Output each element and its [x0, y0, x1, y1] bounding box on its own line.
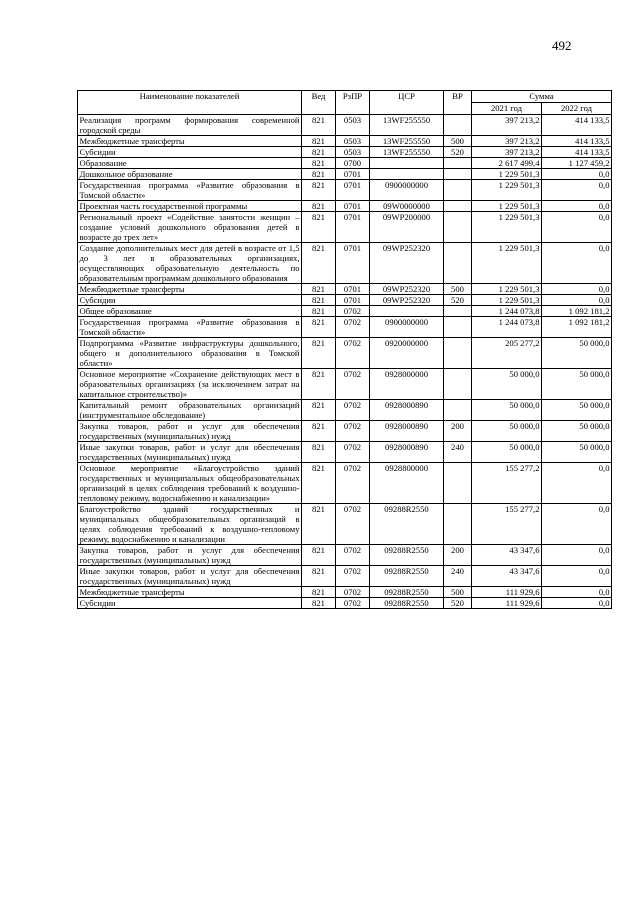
row-csr: 0920000000: [370, 338, 444, 369]
row-sum-2021: 50 000,0: [472, 369, 542, 400]
header-year-2022: 2022 год: [542, 103, 612, 115]
row-sum-2022: 0,0: [542, 587, 612, 598]
row-csr: 0928000890: [370, 442, 444, 463]
row-name: Проектная часть государственной программы: [78, 201, 302, 212]
row-sum-2022: 0,0: [542, 180, 612, 201]
row-ved: 821: [302, 169, 336, 180]
row-name: Региональный проект «Содействие занятости женщин – создание условий дошкольного образования детей в возрасте до трех лет»: [79, 212, 300, 242]
row-rzpr: 0701: [336, 180, 370, 201]
row-name: Закупка товаров, работ и услуг для обеспечения государственных (муниципальных) нужд: [79, 421, 300, 441]
row-name: Государственная программа «Развитие образования в Томской области»: [79, 180, 300, 200]
row-rzpr: 0701: [336, 169, 370, 180]
row-rzpr: 0701: [336, 295, 370, 306]
row-sum-2022: 414 133,5: [542, 115, 612, 136]
table-row: [78, 147, 612, 158]
row-vr: [444, 504, 472, 545]
row-rzpr: 0702: [336, 504, 370, 545]
table-row: [78, 545, 612, 566]
row-name: Закупка товаров, работ и услуг для обеспечения государственных (муниципальных) нужд: [79, 545, 300, 565]
row-ved: 821: [302, 545, 336, 566]
row-ved: 821: [302, 306, 336, 317]
row-rzpr: 0702: [336, 463, 370, 504]
row-sum-2021: 111 929,6: [472, 598, 542, 609]
row-rzpr: 0702: [336, 587, 370, 598]
row-sum-2022: 50 000,0: [542, 369, 612, 400]
row-rzpr: 0702: [336, 369, 370, 400]
row-vr: [444, 169, 472, 180]
row-ved: 821: [302, 317, 336, 338]
header-sum: Сумма: [472, 91, 612, 103]
row-sum-2021: 43 347,6: [472, 566, 542, 587]
row-rzpr: 0701: [336, 201, 370, 212]
row-vr: [444, 317, 472, 338]
row-vr: [444, 306, 472, 317]
row-name: Основное мероприятие «Сохранение действующих мест в образовательных организациях (за исключением затрат на капитальное строительство)»: [79, 369, 300, 399]
table-row: [78, 463, 612, 504]
row-rzpr: 0702: [336, 317, 370, 338]
row-name: Подпрограмма «Развитие инфраструктуры дошкольного, общего и дополнительного образования в Томской области»: [79, 338, 300, 368]
row-ved: 821: [302, 212, 336, 243]
table-row: [78, 306, 612, 317]
row-rzpr: 0503: [336, 115, 370, 136]
row-vr: [444, 338, 472, 369]
row-csr: 09288R2550: [370, 598, 444, 609]
row-sum-2022: 414 133,5: [542, 136, 612, 147]
budget-table: [77, 90, 612, 609]
row-name: Межбюджетные трансферты: [78, 136, 302, 147]
row-ved: 821: [302, 598, 336, 609]
row-sum-2021: 1 229 501,3: [472, 201, 542, 212]
row-name: Иные закупки товаров, работ и услуг для обеспечения государственных (муниципальных) нужд: [79, 566, 300, 586]
row-rzpr: 0702: [336, 598, 370, 609]
row-name: Государственная программа «Развитие образования в Томской области»: [79, 317, 300, 337]
row-sum-2021: 50 000,0: [472, 400, 542, 421]
table-row: [78, 566, 612, 587]
row-csr: [370, 169, 444, 180]
row-rzpr: 0702: [336, 421, 370, 442]
row-ved: 821: [302, 587, 336, 598]
header-rzpr: РзПР: [336, 91, 370, 115]
row-sum-2022: 0,0: [542, 545, 612, 566]
row-rzpr: 0701: [336, 284, 370, 295]
row-csr: 09WP252320: [370, 295, 444, 306]
row-sum-2022: 0,0: [542, 295, 612, 306]
table-row: [78, 180, 612, 201]
header-vr: ВР: [444, 91, 472, 115]
row-csr: 09288R2550: [370, 504, 444, 545]
row-sum-2021: 205 277,2: [472, 338, 542, 369]
row-csr: 0928000000: [370, 369, 444, 400]
row-sum-2022: 50 000,0: [542, 400, 612, 421]
row-ved: 821: [302, 201, 336, 212]
table-row: [78, 369, 612, 400]
row-name: Капитальный ремонт образовательных организаций (инструментальное обследование): [79, 400, 300, 420]
row-rzpr: 0701: [336, 212, 370, 243]
row-ved: 821: [302, 295, 336, 306]
table-row: [78, 212, 612, 243]
row-ved: 821: [302, 566, 336, 587]
row-csr: 09288R2550: [370, 587, 444, 598]
row-csr: 0928000890: [370, 421, 444, 442]
header-csr: ЦСР: [370, 91, 444, 115]
row-csr: 09WP252320: [370, 284, 444, 295]
row-name: Субсидии: [78, 295, 302, 306]
row-sum-2022: 1 092 181,2: [542, 317, 612, 338]
row-vr: [444, 212, 472, 243]
row-sum-2021: 397 213,2: [472, 136, 542, 147]
row-csr: [370, 306, 444, 317]
row-sum-2022: 0,0: [542, 212, 612, 243]
row-csr: 09288R2550: [370, 566, 444, 587]
row-sum-2022: 0,0: [542, 504, 612, 545]
header-name: Наименование показателей: [78, 91, 302, 115]
row-sum-2021: 111 929,6: [472, 587, 542, 598]
row-sum-2022: 0,0: [542, 243, 612, 284]
table-row: [78, 158, 612, 169]
row-csr: 0900000000: [370, 317, 444, 338]
row-sum-2021: 50 000,0: [472, 421, 542, 442]
row-ved: 821: [302, 158, 336, 169]
row-csr: 09W0000000: [370, 201, 444, 212]
row-vr: 240: [444, 442, 472, 463]
row-name: Межбюджетные трансферты: [78, 587, 302, 598]
row-rzpr: 0503: [336, 147, 370, 158]
row-sum-2021: 1 229 501,3: [472, 212, 542, 243]
row-sum-2021: 1 229 501,3: [472, 169, 542, 180]
row-name: Субсидии: [78, 598, 302, 609]
table-row: [78, 284, 612, 295]
row-sum-2021: 1 244 073,8: [472, 306, 542, 317]
table-row: [78, 400, 612, 421]
row-csr: [370, 158, 444, 169]
row-csr: 0928800000: [370, 463, 444, 504]
table-row: [78, 169, 612, 180]
row-vr: 200: [444, 421, 472, 442]
row-csr: 0928000890: [370, 400, 444, 421]
row-vr: 520: [444, 598, 472, 609]
row-name: Общее образование: [78, 306, 302, 317]
row-sum-2022: 0,0: [542, 463, 612, 504]
row-sum-2021: 155 277,2: [472, 504, 542, 545]
row-rzpr: 0702: [336, 442, 370, 463]
row-vr: [444, 400, 472, 421]
row-name: Благоустройство зданий государственных и муниципальных общеобразовательных организаций в целях соблюдения требований к воздушно-тепловому режиму, водоснабжению и канализации: [79, 504, 300, 544]
row-sum-2022: 0,0: [542, 284, 612, 295]
header-year-2021: 2021 год: [472, 103, 542, 115]
row-sum-2022: 1 092 181,2: [542, 306, 612, 317]
row-sum-2021: 155 277,2: [472, 463, 542, 504]
row-name: Дошкольное образование: [78, 169, 302, 180]
row-sum-2021: 50 000,0: [472, 442, 542, 463]
table-row: [78, 421, 612, 442]
row-rzpr: 0702: [336, 338, 370, 369]
row-rzpr: 0701: [336, 243, 370, 284]
table-row: [78, 587, 612, 598]
row-rzpr: 0702: [336, 545, 370, 566]
row-vr: 520: [444, 147, 472, 158]
table-row: [78, 338, 612, 369]
row-vr: [444, 463, 472, 504]
row-sum-2022: 0,0: [542, 598, 612, 609]
row-rzpr: 0702: [336, 566, 370, 587]
row-sum-2022: 0,0: [542, 169, 612, 180]
table-row: [78, 598, 612, 609]
row-sum-2022: 0,0: [542, 201, 612, 212]
table-row: [78, 136, 612, 147]
row-sum-2021: 1 229 501,3: [472, 284, 542, 295]
row-sum-2022: 50 000,0: [542, 421, 612, 442]
row-rzpr: 0702: [336, 306, 370, 317]
row-name: Межбюджетные трансферты: [78, 284, 302, 295]
row-ved: 821: [302, 369, 336, 400]
row-name: Образование: [78, 158, 302, 169]
row-csr: 09WP200000: [370, 212, 444, 243]
row-csr: 09288R2550: [370, 545, 444, 566]
row-ved: 821: [302, 400, 336, 421]
row-ved: 821: [302, 136, 336, 147]
row-ved: 821: [302, 115, 336, 136]
row-sum-2021: 1 229 501,3: [472, 295, 542, 306]
row-sum-2022: 0,0: [542, 566, 612, 587]
row-vr: [444, 158, 472, 169]
row-csr: 0900000000: [370, 180, 444, 201]
row-sum-2021: 43 347,6: [472, 545, 542, 566]
row-sum-2021: 1 244 073,8: [472, 317, 542, 338]
row-ved: 821: [302, 284, 336, 295]
row-sum-2021: 2 617 499,4: [472, 158, 542, 169]
row-vr: 500: [444, 587, 472, 598]
row-ved: 821: [302, 421, 336, 442]
table-row: [78, 243, 612, 284]
row-sum-2022: 1 127 459,2: [542, 158, 612, 169]
row-vr: [444, 243, 472, 284]
row-sum-2022: 50 000,0: [542, 338, 612, 369]
row-vr: 200: [444, 545, 472, 566]
row-ved: 821: [302, 442, 336, 463]
row-name: Основное мероприятие «Благоустройство зданий государственных и муниципальных общеобразовательных организаций в целях соблюдения требований к воздушно-тепловому режиму, водоснабжению и канализации»: [79, 463, 300, 503]
row-sum-2021: 1 229 501,3: [472, 180, 542, 201]
row-sum-2021: 397 213,2: [472, 115, 542, 136]
row-rzpr: 0702: [336, 400, 370, 421]
row-vr: 240: [444, 566, 472, 587]
header-ved: Вед: [302, 91, 336, 115]
row-name: Субсидии: [78, 147, 302, 158]
row-name: Создание дополнительных мест для детей в возрасте от 1,5 до 3 лет в образовательных организациях, осуществляющих образовательную деятельность по образовательным программам дошкольного образования: [79, 243, 300, 283]
row-sum-2022: 50 000,0: [542, 442, 612, 463]
row-sum-2022: 414 133,5: [542, 147, 612, 158]
table-body: [78, 115, 612, 609]
row-vr: [444, 180, 472, 201]
table-row: [78, 504, 612, 545]
table-row: [78, 442, 612, 463]
row-name: Иные закупки товаров, работ и услуг для обеспечения государственных (муниципальных) нужд: [79, 442, 300, 462]
row-ved: 821: [302, 463, 336, 504]
row-vr: [444, 201, 472, 212]
table-row: [78, 201, 612, 212]
row-vr: 500: [444, 136, 472, 147]
row-vr: [444, 369, 472, 400]
row-ved: 821: [302, 243, 336, 284]
table-row: [78, 295, 612, 306]
row-ved: 821: [302, 147, 336, 158]
row-rzpr: 0700: [336, 158, 370, 169]
row-vr: 520: [444, 295, 472, 306]
row-rzpr: 0503: [336, 136, 370, 147]
row-vr: 500: [444, 284, 472, 295]
page-number: 492: [552, 38, 572, 53]
table-row: [78, 115, 612, 136]
row-sum-2021: 1 229 501,3: [472, 243, 542, 284]
row-csr: 13WF255550: [370, 136, 444, 147]
row-csr: 13WF255550: [370, 147, 444, 158]
table-header: [78, 91, 612, 115]
row-name: Реализация программ формирования современной городской среды: [79, 115, 300, 135]
row-ved: 821: [302, 180, 336, 201]
row-ved: 821: [302, 338, 336, 369]
row-sum-2021: 397 213,2: [472, 147, 542, 158]
table-row: [78, 317, 612, 338]
row-ved: 821: [302, 504, 336, 545]
row-csr: 13WF255550: [370, 115, 444, 136]
row-csr: 09WP252320: [370, 243, 444, 284]
row-vr: [444, 115, 472, 136]
